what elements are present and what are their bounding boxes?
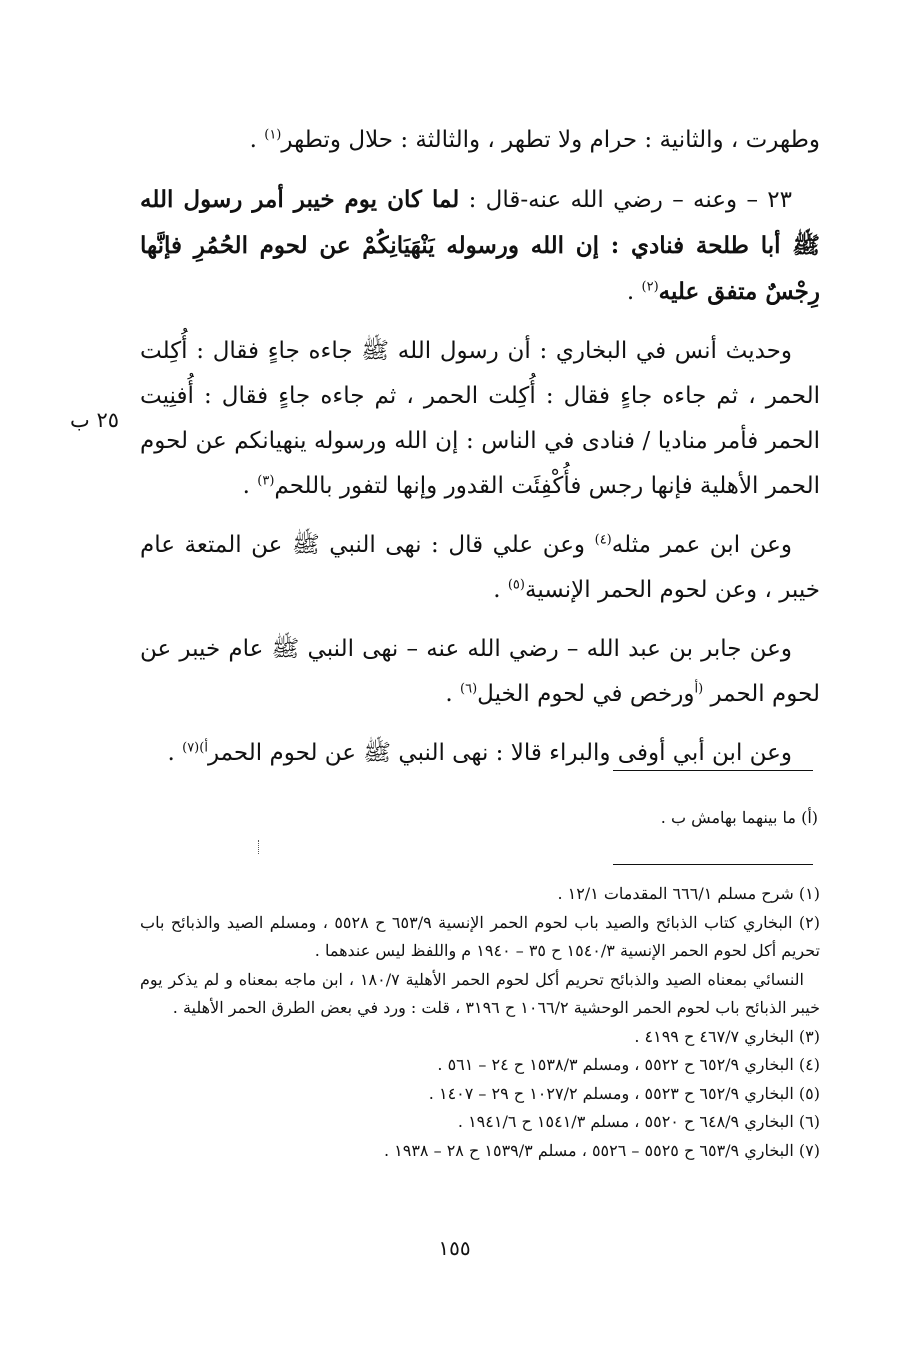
text-segment: وطهرت ، والثانية : حرام ولا تطهر ، والثالثة : حلال وتطهر xyxy=(281,127,820,153)
divider-line xyxy=(613,864,813,865)
footnote-continuation: النسائي بمعناه الصيد والذبائح تحريم أكل لحوم الحمر الأهلية ١٨٠/٧ ، ابن ماجه بمعناه و لم يذكر يوم خيبر الذبائح باب لحوم الحمر الوحشية ١٠٦٦/٢ ح ٣١٩٦ ، قلت : ورد في بعض الطرق الحمر الأهلية . xyxy=(140,969,820,1017)
footnote: (٧) البخاري ٦٥٣/٩ ح ٥٥٢٥ – ٥٥٢٦ ، مسلم ١٥٣٩/٣ ح ٢٨ – ١٩٣٨ . xyxy=(383,1140,820,1160)
footnote-ref: (٢) xyxy=(641,279,659,295)
footnote: (٥) البخاري ٦٥٢/٩ ح ٥٥٢٣ ، ومسلم ١٠٢٧/٢ ح ٢٩ – ١٤٠٧ . xyxy=(428,1083,820,1103)
text-segment: وحديث أنس في البخاري : أن رسول الله ﷺ جاءه جاءٍ فقال : أُكِلت الحمر ، ثم جاءه جاءٍ فقال : أُكِلت الحمر ، ثم جاءه جاءٍ فقال : أُفنِيت الحمر فأمر مناديا / فنادى في الناس : إن الله ورسوله ينهيانكم عن لحوم الحمر الأهلية فإنها رجس فأُكْفِئَت القدور وإنها لتفور باللحم xyxy=(140,338,820,499)
page-number: ١٥٥ xyxy=(438,1236,471,1260)
paragraph-2 xyxy=(140,177,820,315)
footnote-ref: (٦) xyxy=(460,681,478,697)
footnote: (١) شرح مسلم ٦٦٦/١ المقدمات ١٢/١ . xyxy=(557,884,820,903)
text-segment: . xyxy=(493,577,508,603)
stray-mark xyxy=(258,840,261,854)
paragraph-1 xyxy=(140,118,820,163)
paragraph-4 xyxy=(140,523,820,613)
text-segment: . xyxy=(242,473,258,499)
text-segment: ٢٣ – وعنه – رضي الله عنه-قال : xyxy=(459,187,792,213)
text-segment: وعن ابن عمر مثله xyxy=(611,532,792,558)
text-segment: ورخص في لحوم الخيل xyxy=(477,681,695,707)
text-segment: . xyxy=(626,279,642,305)
footnote-ref: (١) xyxy=(264,127,282,143)
paragraph-5 xyxy=(140,627,820,717)
footnote-ref: (٤) xyxy=(594,532,612,548)
text-segment: وعن ابن أبي أوفى والبراء قالا : نهى النبي ﷺ عن لحوم الحمر xyxy=(207,740,792,766)
main-text xyxy=(140,118,820,790)
footnote: (٢) البخاري كتاب الذبائح والصيد باب لحوم الحمر الإنسية ٦٥٣/٩ ح ٥٥٢٨ ، ومسلم الصيد والذبائح باب تحريم أكل لحوم الحمر الإنسية ١٥٤٠/٣ ح ٣٥ – ١٩٤٠ م واللفظ ليس عندهما . xyxy=(140,912,820,960)
footnote-ref: أ)(٧) xyxy=(182,740,208,756)
hadith-text-bold: لما كان يوم خيبر أمر رسول الله ﷺ أبا طلحة فنادي : إن الله ورسوله يَنْهَيَانِكُمْ عن لحوم الحُمُرِ فإنَّها رِجْسٌ متفق عليه xyxy=(140,186,820,305)
footnote: (٣) البخاري ٤٦٧/٧ ح ٤١٩٩ . xyxy=(634,1026,820,1046)
manuscript-folio-marker: ٢٥ ب xyxy=(70,408,120,432)
text-segment: وعن جابر بن عبد الله – رضي الله عنه – نهى النبي ﷺ عام خيبر عن لحوم الحمر xyxy=(140,636,820,707)
variant-ref: (أ xyxy=(694,681,704,697)
text-segment: . xyxy=(249,127,265,153)
footnote: (٤) البخاري ٦٥٢/٩ ح ٥٥٢٢ ، ومسلم ١٥٣٨/٣ ح ٢٤ – ٥٦١ . xyxy=(437,1055,820,1074)
footnote-ref: (٥) xyxy=(507,577,525,593)
paragraph-3 xyxy=(140,329,820,509)
divider-line xyxy=(613,770,813,771)
text-segment: . xyxy=(167,740,183,766)
text-segment: . xyxy=(445,681,461,707)
footnote: (٦) البخاري ٦٤٨/٩ ح ٥٥٢٠ ، مسلم ١٥٤١/٣ ح ١٩٤١/٦ . xyxy=(457,1112,820,1131)
variant-note: (أ) ما بينهما بهامش ب . xyxy=(660,808,818,827)
text-segment: وعن علي قال : نهى النبي ﷺ عن المتعة عام خيبر ، وعن لحوم الحمر الإنسية xyxy=(140,532,820,603)
footnotes xyxy=(140,880,820,1165)
footnote-ref: (٣) xyxy=(257,473,275,489)
